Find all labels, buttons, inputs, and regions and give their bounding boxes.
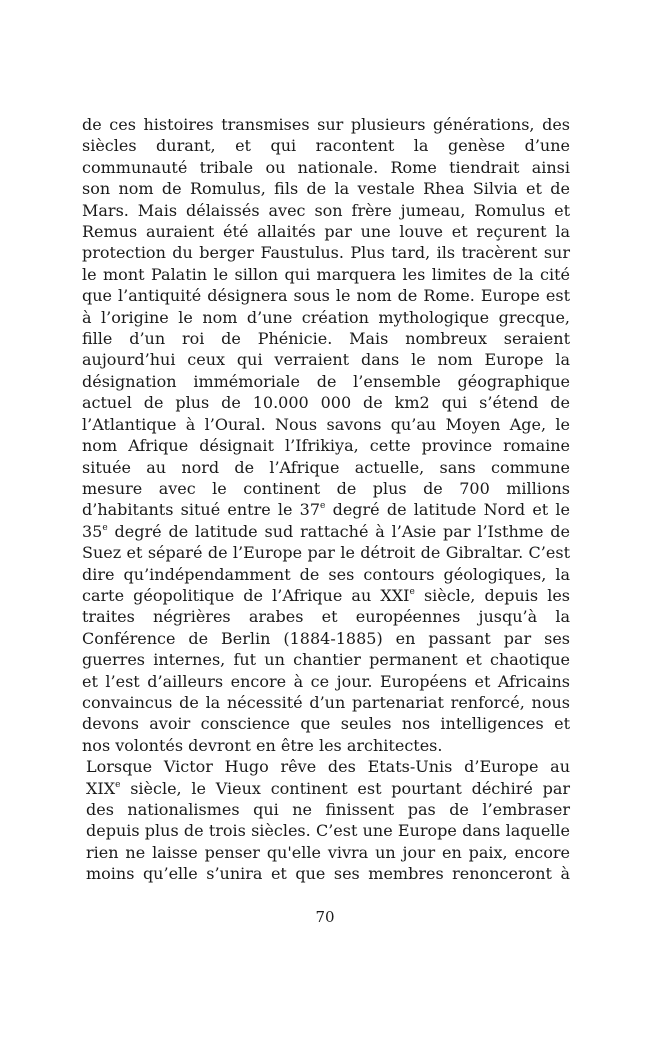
- text-line: nom Afrique désignait l’Ifrikiya, cette province romaine: [82, 436, 570, 456]
- text-line: siècles durant, et qui racontent la genèse d’une: [82, 136, 570, 156]
- text-line: le mont Palatin le sillon qui marquera les limites de la cité: [82, 264, 570, 284]
- page-number: 70: [315, 908, 335, 926]
- text-line: fille d’un roi de Phénicie. Mais nombreux seraient: [82, 329, 570, 349]
- paragraph-1: [82, 114, 570, 756]
- superscript: e: [102, 522, 108, 533]
- text-line: mesure avec le continent de plus de 700 millions: [82, 478, 570, 498]
- text-segment: carte géopolitique de l’Afrique au XXI: [82, 585, 410, 605]
- text-line: protection du berger Faustulus. Plus tard, ils tracèrent sur: [82, 243, 570, 263]
- text-line: dire qu’indépendamment de ses contours géologiques, la: [82, 564, 570, 584]
- text-line: des nationalismes qui ne finissent pas de l’embraser: [86, 800, 570, 819]
- text-line: actuel de plus de 10.000 000 de km2 qui s’étend de: [82, 393, 570, 413]
- text-segment: degré de latitude sud rattaché à l’Asie par l’Isthme de: [107, 521, 570, 541]
- text-line: traites négrières arabes et européennes jusqu’à la: [82, 607, 570, 627]
- text-line: de ces histoires transmises sur plusieurs générations, des: [82, 115, 570, 134]
- text-line: Suez et séparé de l’Europe par le détroit de Gibraltar. C’est: [82, 543, 570, 563]
- text-line: [82, 499, 570, 520]
- text-segment: degré de latitude Nord et le: [325, 500, 571, 520]
- text-line: l’Atlantique à l’Oural. Nous savons qu’au Moyen Age, le: [82, 414, 570, 434]
- text-segment: siècle, le Vieux continent est pourtant déchiré par: [120, 778, 570, 798]
- text-segment: XIX: [86, 778, 116, 798]
- text-line: depuis plus de trois siècles. C’est une Europe dans laquelle: [86, 821, 570, 841]
- text-line: convaincus de la nécessité d’un partenariat renforcé, nous: [82, 692, 570, 712]
- text-line: moins qu’elle s’unira et que ses membres renonceront à: [86, 864, 570, 884]
- text-line: Conférence de Berlin (1884-1885) en passant par ses: [82, 628, 570, 648]
- text-line: située au nord de l’Afrique actuelle, sans commune: [82, 457, 570, 477]
- text-line: que l’antiquité désignera sous le nom de Rome. Europe est: [82, 286, 570, 306]
- text-line: Remus auraient été allaités par une louve et reçurent la: [82, 222, 570, 242]
- superscript: e: [115, 779, 121, 790]
- text-line: [82, 778, 570, 799]
- superscript: e: [320, 501, 326, 512]
- text-line: nos volontés devront en être les architectes.: [82, 735, 443, 755]
- text-line: désignation immémoriale de l’ensemble géographique: [82, 371, 570, 391]
- text-line: à l’origine le nom d’une création mythologique grecque,: [82, 307, 570, 327]
- text-segment: d’habitants situé entre le 37: [82, 500, 321, 520]
- text-segment: siècle, depuis les: [414, 585, 570, 605]
- text-line: son nom de Romulus, fils de la vestale Rhea Silvia et de: [82, 179, 570, 199]
- text-line: communauté tribale ou nationale. Rome tiendrait ainsi: [82, 157, 570, 177]
- text-line: Mars. Mais délaissés avec son frère jumeau, Romulus et: [82, 200, 570, 220]
- text-segment: 35: [82, 521, 103, 541]
- text-line: guerres internes, fut un chantier permanent et chaotique: [82, 650, 570, 670]
- text-line: aujourd’hui ceux qui verraient dans le nom Europe la: [82, 350, 570, 370]
- text-line: [82, 521, 570, 542]
- superscript: e: [409, 586, 415, 597]
- text-line: devons avoir conscience que seules nos intelligences et: [82, 714, 570, 734]
- text-line: rien ne laisse penser qu'elle vivra un jour en paix, encore: [86, 842, 570, 862]
- text-line: [82, 585, 570, 606]
- paragraph-2: [82, 756, 570, 884]
- body-text: [82, 114, 570, 885]
- text-line: Lorsque Victor Hugo rêve des Etats-Unis d’Europe au: [86, 757, 570, 777]
- text-line: et l’est d’ailleurs encore à ce jour. Européens et Africains: [82, 671, 570, 691]
